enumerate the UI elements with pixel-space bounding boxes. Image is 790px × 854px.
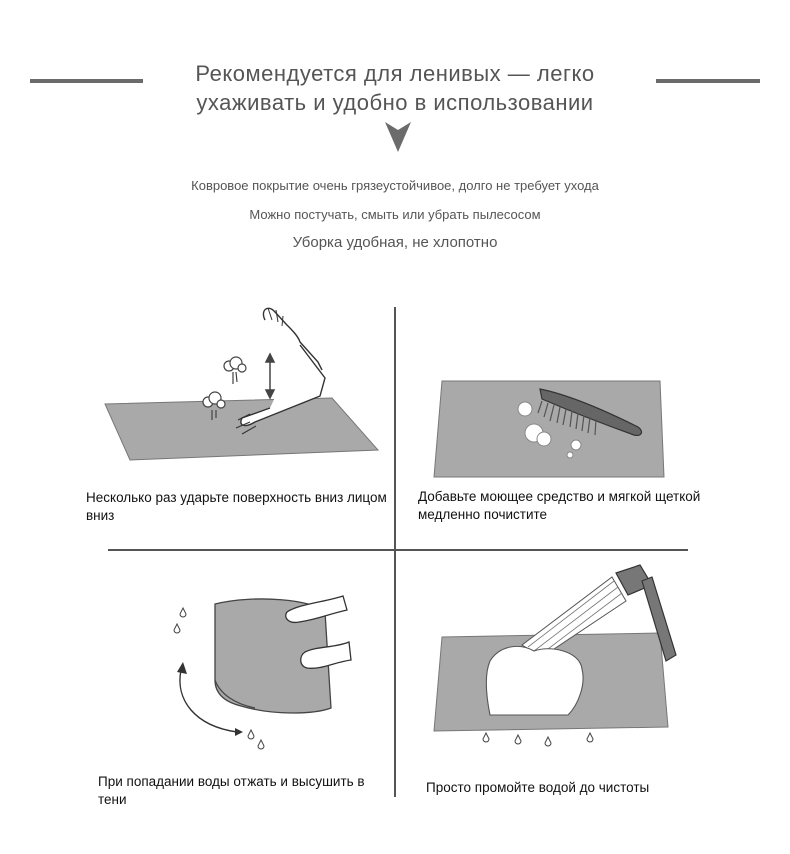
brush-carpet-illustration	[430, 375, 670, 485]
step-1-caption: Несколько раз ударьте поверхность вниз лицом вниз	[86, 490, 387, 523]
step-3-caption: При попадании воды отжать и высушить в тени	[98, 774, 365, 807]
step-4-caption: Просто промойте водой до чистоты	[426, 780, 650, 795]
subtitle-3: Уборка удобная, не хлопотно	[292, 234, 498, 251]
subtitle-2: Можно постучать, смыть или убрать пылесосом	[249, 207, 541, 222]
header-rule-right	[656, 79, 760, 83]
grid-divider-horizontal	[108, 549, 688, 551]
page-title-line1: Рекомендуется для ленивых — легко	[195, 61, 595, 86]
page-title-line2: ухаживать и удобно в использовании	[196, 90, 594, 115]
beat-carpet-illustration	[100, 300, 360, 470]
grid-divider-vertical	[394, 307, 396, 797]
header-rule-left	[30, 79, 143, 83]
subtitle-1: Ковровое покрытие очень грязеустойчивое, долго не требует ухода	[191, 178, 599, 193]
wring-dry-illustration	[165, 590, 365, 760]
chevron-down-icon	[383, 120, 413, 154]
step-2-caption: Добавьте моющее средство и мягкой щеткой медленно почистите	[418, 489, 701, 522]
rinse-carpet-illustration	[430, 565, 690, 755]
